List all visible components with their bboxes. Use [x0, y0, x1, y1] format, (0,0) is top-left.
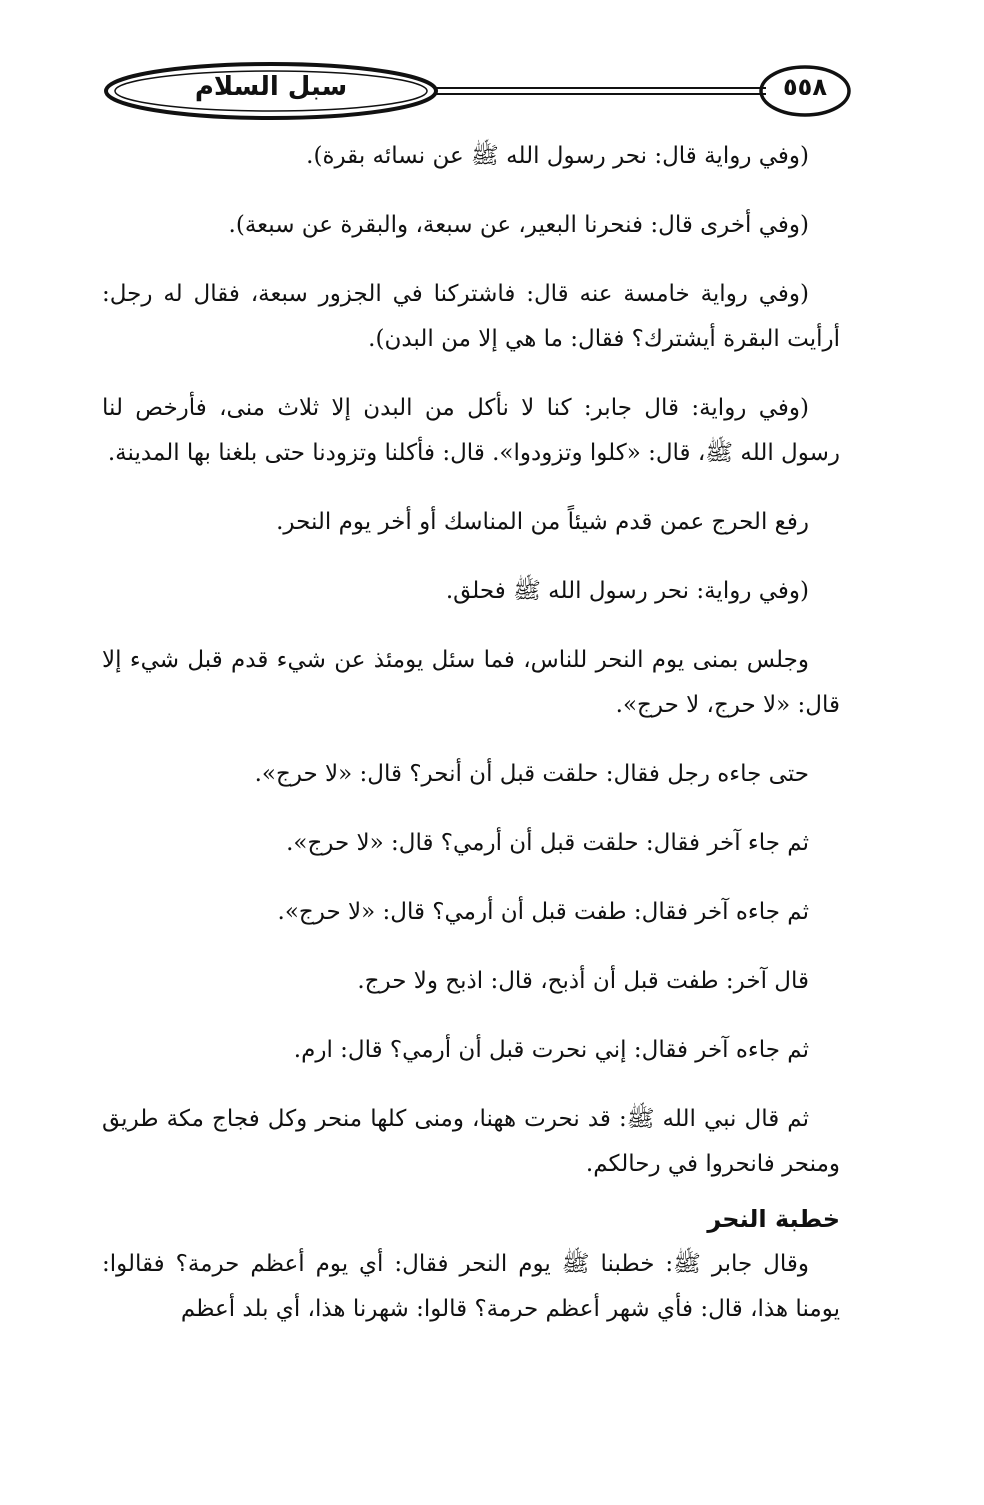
page-number: ٥٥٨ — [783, 73, 827, 101]
paragraph: (وفي رواية قال: نحر رسول الله ﷺ عن نسائه بقرة). — [306, 143, 809, 169]
paragraph: (وفي رواية: قال جابر: كنا لا نأكل من البدن إلا ثلاث منى، فأرخص لنا رسول الله ﷺ، قال: «كلوا وتزودوا». قال: فأكلنا وتزودنا حتى بلغنا بها المدينة. — [102, 395, 840, 466]
paragraph: حتى جاءه رجل فقال: حلقت قبل أن أنحر؟ قال: «لا حرج». — [254, 761, 809, 787]
paragraph: ثم قال نبي الله ﷺ: قد نحرت ههنا، ومنى كلها منحر وكل فجاج مكة طريق ومنحر فانحروا في رحالكم. — [102, 1106, 840, 1177]
book-title: سبل السلام — [194, 72, 348, 102]
paragraph: رفع الحرج عمن قدم شيئاً من المناسك أو أخر يوم النحر. — [276, 509, 809, 535]
paragraph: (وفي رواية خامسة عنه قال: فاشتركنا في الجزور سبعة، فقال له رجل: أرأيت البقرة أيشترك؟ فقال: ما هي إلا من البدن). — [102, 281, 840, 352]
paragraph: وجلس بمنى يوم النحر للناس، فما سئل يومئذ عن شيء قدم قبل شيء إلا قال: «لا حرج، لا حرج». — [102, 647, 840, 718]
paragraph: ثم جاءه آخر فقال: طفت قبل أن أرمي؟ قال: «لا حرج». — [277, 899, 809, 925]
page-body — [102, 134, 840, 1332]
section-heading: خطبة النحر — [707, 1205, 840, 1233]
paragraph: ثم جاءه آخر فقال: إني نحرت قبل أن أرمي؟ قال: ارم. — [293, 1037, 809, 1063]
paragraph: (وفي أخرى قال: فنحرنا البعير، عن سبعة، والبقرة عن سبعة). — [228, 212, 809, 238]
paragraph: قال آخر: طفت قبل أن أذبح، قال: اذبح ولا حرج. — [357, 968, 809, 994]
paragraph: ثم جاء آخر فقال: حلقت قبل أن أرمي؟ قال: «لا حرج». — [286, 830, 809, 856]
page-header — [96, 58, 856, 124]
paragraph: وقال جابر ﷺ: خطبنا ﷺ يوم النحر فقال: أي يوم أعظم حرمة؟ فقالوا: يومنا هذا، قال: فأي شهر أعظم حرمة؟ قالوا: شهرنا هذا، أي بلد أعظم — [102, 1251, 840, 1322]
paragraph: (وفي رواية: نحر رسول الله ﷺ فحلق. — [445, 578, 809, 604]
